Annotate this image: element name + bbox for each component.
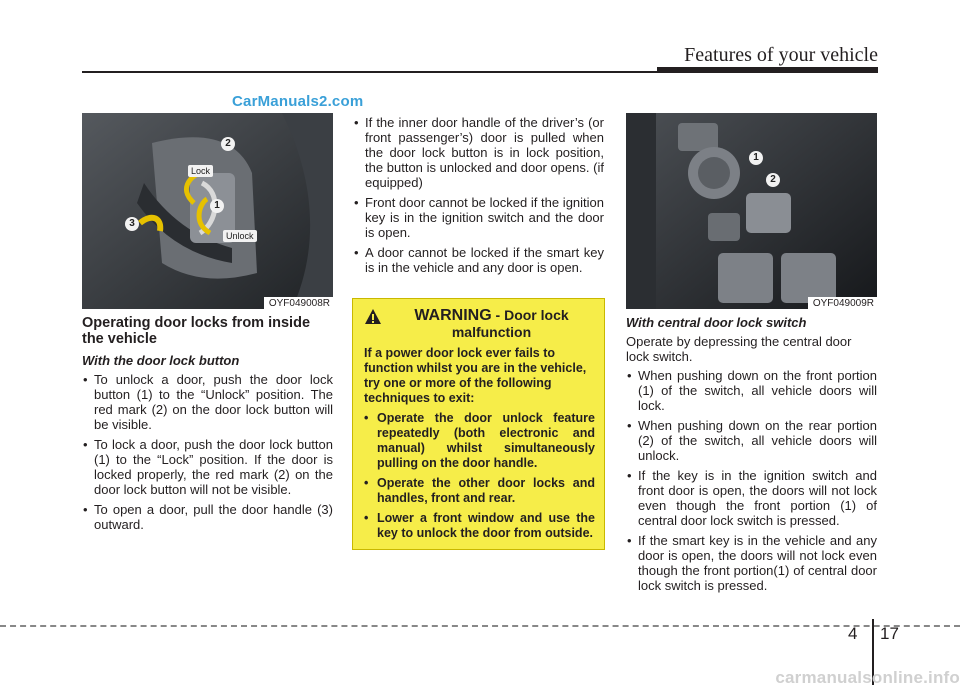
left-column (82, 315, 333, 537)
list-item: • If the inner door handle of the driver’s (or front passenger’s) door is pulled when the door lock button is in lock position, the button is unlocked and door opens. (if equipped) (353, 115, 604, 190)
intro-paragraph: Operate by depressing the central door lock switch. (626, 334, 852, 364)
bullet-list (626, 368, 877, 593)
warning-subject: - Door lock malfunction (451, 307, 569, 340)
door-panel-illustration (82, 113, 333, 309)
page-number: 17 (880, 624, 899, 643)
footer-watermark: carmanualsonline.info (775, 668, 960, 687)
door-lock-button-photo (82, 113, 333, 309)
list-item: • When pushing down on the rear portion (2) of the switch, all vehicle doors will unlock. (626, 418, 877, 463)
callout-1: 1 (749, 151, 763, 165)
warning-intro: If a power door lock ever fails to function whilst you are in the vehicle, try one or more of the following techniques to exit: (364, 346, 587, 405)
callout-2: 2 (766, 173, 780, 187)
page-section-title: Features of your vehicle (684, 44, 878, 66)
warning-icon (364, 308, 382, 326)
callout-2: 2 (221, 137, 235, 151)
list-item: • Front door cannot be locked if the ignition key is in the ignition switch and the door is open. (353, 195, 604, 240)
chapter-number: 4 (848, 624, 858, 643)
figure-code: OYF049008R (264, 297, 333, 309)
switch-panel-illustration (626, 113, 877, 309)
right-column (626, 315, 877, 598)
list-item: • If the key is in the ignition switch and front door is open, the doors will not lock even though the front portion (1) of central door lock switch is pressed. (626, 468, 877, 528)
central-door-lock-switch-photo (626, 113, 877, 309)
list-item: • Lower a front window and use the key to unlock the door from outside. (364, 511, 595, 541)
callout-3: 3 (125, 217, 139, 231)
bullet-list (82, 372, 333, 532)
section-heading: Operating door locks from inside the vehicle (82, 315, 311, 347)
warning-label: WARNING (414, 307, 492, 324)
list-item: • To lock a door, push the door lock button (1) to the “Lock” position. If the door is locked properly, the red mark (2) on the door lock button will not be visible. (82, 437, 333, 497)
warning-header (364, 307, 595, 340)
lock-label: Lock (188, 165, 213, 177)
warning-title (388, 307, 595, 340)
list-item: • If the smart key is in the vehicle and any door is open, the doors will not lock even though the front portion(1) of central door lock switch is pressed. (626, 533, 877, 593)
subheading: With the door lock button (82, 353, 240, 368)
bullet-list (353, 115, 604, 275)
subheading: With central door lock switch (626, 315, 807, 330)
warning-box (352, 298, 605, 550)
list-item: • Operate the door unlock feature repeatedly (both electronic and manual) whilst simultaneously pulling on the door handle. (364, 411, 595, 471)
middle-column (353, 115, 604, 280)
list-item: • To unlock a door, push the door lock button (1) to the “Unlock” position. The red mark (2) on the door lock button will be visible. (82, 372, 333, 432)
figure-code: OYF049009R (808, 297, 877, 309)
list-item: • A door cannot be locked if the smart key is in the vehicle and any door is open. (353, 245, 604, 275)
callout-1: 1 (210, 199, 224, 213)
list-item: • To open a door, pull the door handle (3) outward. (82, 502, 333, 532)
header-rule (82, 71, 657, 73)
warning-list (364, 411, 595, 541)
footer-rule (0, 625, 960, 627)
unlock-label: Unlock (223, 230, 257, 242)
list-item: • Operate the other door locks and handles, front and rear. (364, 476, 595, 506)
list-item: • When pushing down on the front portion (1) of the switch, all vehicle doors will lock. (626, 368, 877, 413)
header-rule-bold (657, 67, 878, 73)
watermark: CarManuals2.com (232, 93, 364, 110)
